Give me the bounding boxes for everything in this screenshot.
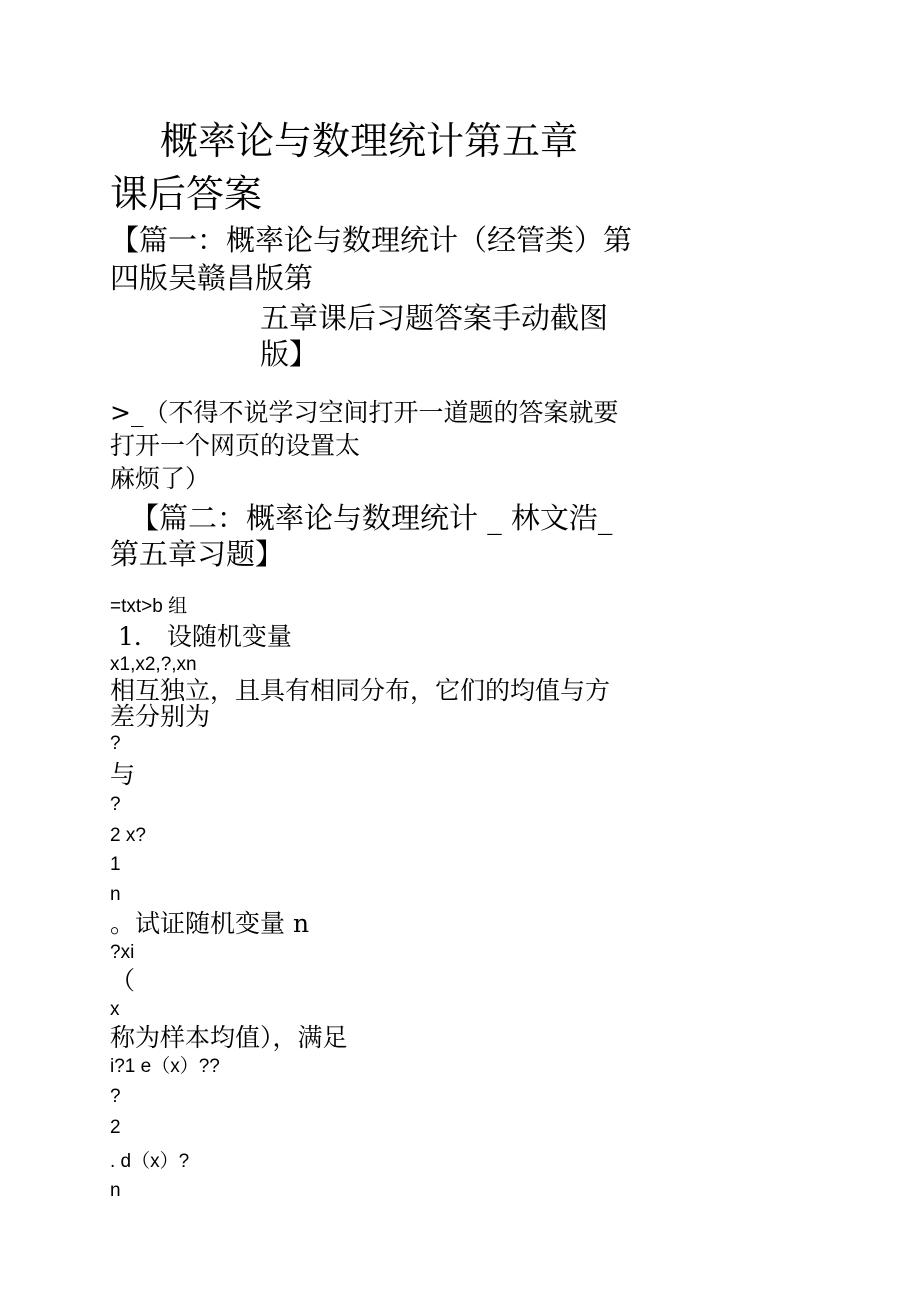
body-line-12: 。试证随机变量 n	[110, 909, 310, 938]
note-line-3: 麻烦了）	[110, 464, 211, 493]
body-line-14: （	[110, 966, 136, 995]
body-line-3: x1,x2,?,xn	[110, 654, 197, 675]
document-title-line-1: 概率论与数理统计第五章	[160, 119, 579, 163]
body-line-19: 2	[110, 1117, 121, 1138]
part1-heading-line-1: 【篇一：概率论与数理统计（经管类）第	[110, 223, 633, 257]
note-line-2: 打开一个网页的设置太	[110, 431, 361, 460]
body-line-4: 相互独立，且具有相同分布，它们的均值与方	[110, 676, 611, 705]
body-line-20: . d（x）?	[110, 1151, 190, 1172]
part1-heading-line-2: 四版吴赣昌版第	[110, 261, 314, 295]
body-line-13: ?xi	[110, 942, 135, 963]
body-line-11: n	[110, 884, 121, 905]
body-line-16: 称为样本均值），满足	[110, 1023, 348, 1052]
body-line-21: n	[110, 1180, 121, 1201]
part1-heading-line-3: 五章课后习题答案手动截图	[260, 301, 609, 335]
body-line-17: i?1 e（x）??	[110, 1056, 220, 1077]
note-line-1: >_（不得不说学习空间打开一道题的答案就要	[110, 398, 619, 427]
body-line-10: 1	[110, 854, 121, 875]
body-line-9: 2 x?	[110, 825, 146, 846]
body-line-5: 差分别为	[110, 702, 211, 731]
body-line-7: 与	[110, 760, 136, 789]
body-line-6: ?	[110, 733, 121, 754]
body-line-1: =txt>b 组	[110, 596, 188, 617]
document-title-line-2: 课后答案	[110, 172, 263, 216]
part2-heading-line-2: 第五章习题】	[110, 537, 285, 571]
body-line-2: 1． 设随机变量	[118, 622, 292, 651]
body-line-8: ?	[110, 794, 121, 815]
part1-heading-line-4: 版】	[260, 337, 319, 371]
part2-heading-line-1: 【篇二：概率论与数理统计 _ 林文浩_	[130, 501, 613, 535]
body-line-15: x	[110, 999, 120, 1020]
body-line-18: ?	[110, 1086, 121, 1107]
